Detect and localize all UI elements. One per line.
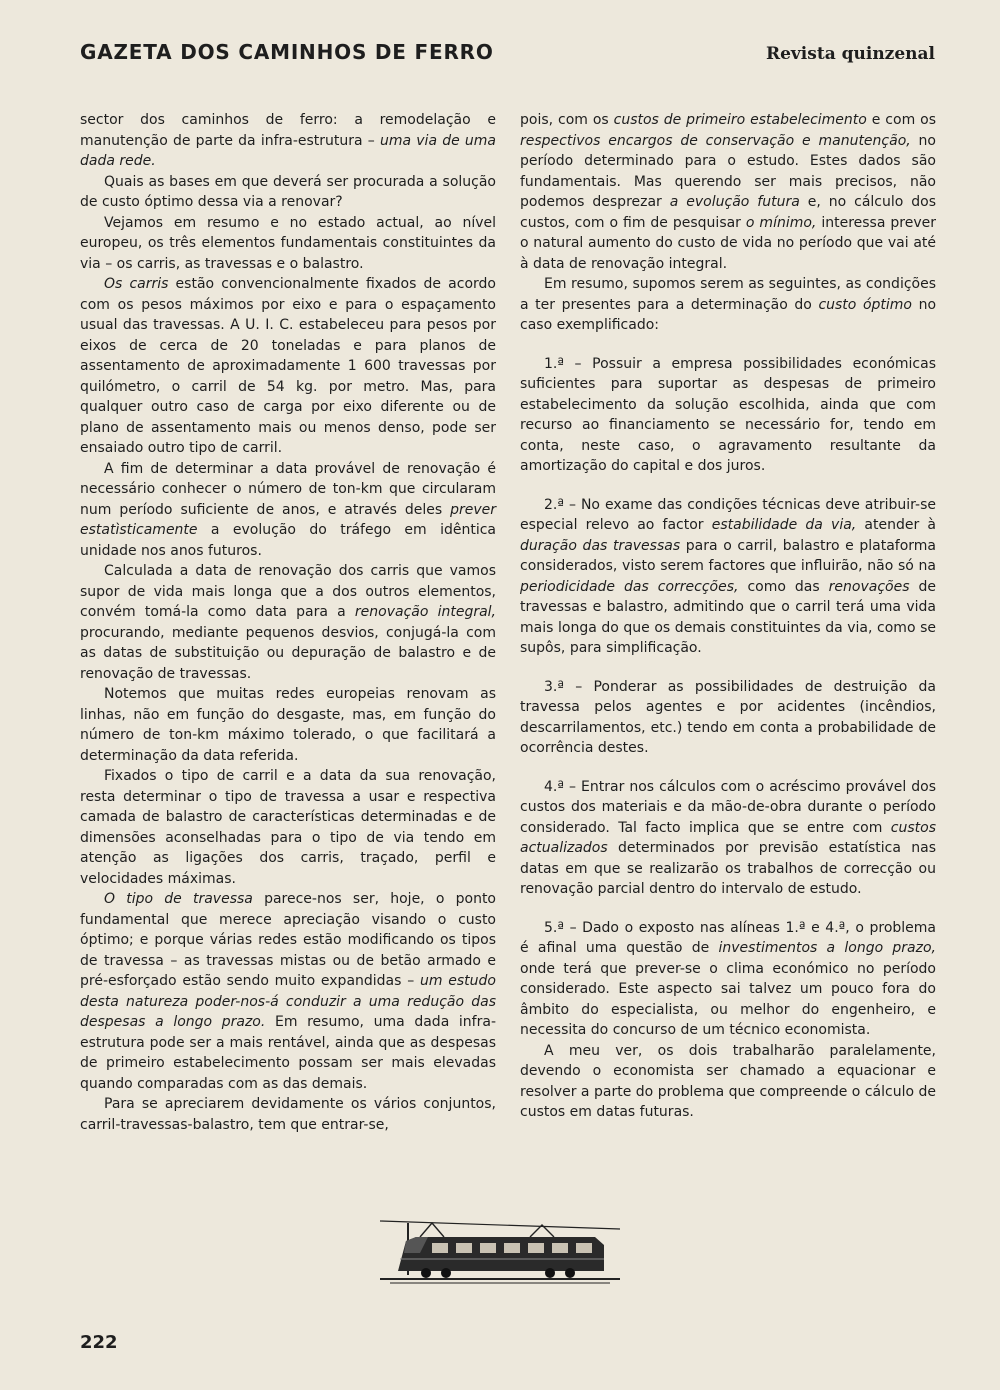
journal-subtitle: Revista quinzenal (765, 44, 935, 64)
text-run: para o carril, balastro e plataforma considerados, visto serem factores que influirão, não só na (520, 537, 937, 574)
italic-run: prever estatìsticamente (80, 501, 496, 538)
paragraph (520, 354, 936, 477)
italic-run: custo óptimo (818, 296, 912, 313)
text-run: Calculada a data de renovação dos carris que vamos supor de vida mais longa que a dos outros elementos, convém tomá-la como data para a (80, 563, 496, 620)
text-run: como das (738, 578, 829, 595)
text-run: 4.ª – Entrar nos cálculos com o acréscimo provável dos custos dos materiais e da mão-de-obra durante o período considerado. Tal facto implica que se entre com (520, 778, 936, 836)
text-run: de travessas e balastro, admitindo que o carril terá uma vida mais longa do que os demais constituintes da via, como se supôs, para simplificação. (520, 578, 937, 656)
text-run: onde terá que prever-se o clima económico no período considerado. Este aspecto sai talvez um pouco fora do âmbito do especialista, ou melhor do engenheiro, e necessita do concurso de um técnico economista. (520, 960, 936, 1038)
paragraph (520, 777, 936, 900)
text-run: Em resumo, uma dada infra-estrutura pode ser a mais rentável, ainda que as despesas de primeiro estabelecimento possam ser mais elevadas quando comparadas com as das demais. (80, 1014, 496, 1092)
paragraph (520, 677, 936, 759)
text-run: e com os (866, 112, 936, 128)
page-header (80, 40, 935, 70)
paragraph (80, 889, 496, 1094)
right-column (520, 110, 936, 1123)
italic-run: investimentos a longo prazo, (718, 940, 936, 956)
paragraph (520, 495, 936, 659)
paragraph (520, 918, 936, 1041)
text-run: Para se apreciarem devidamente os vários conjuntos, carril-travessas-balastro, tem que entrar-se, (80, 1096, 496, 1133)
text-run: Quais as bases em que deverá ser procurada a solução de custo óptimo dessa via a renovar? (80, 173, 496, 210)
text-run: sector dos caminhos de ferro: a remodelação e manutenção de parte da infra-estrutura – (80, 112, 496, 149)
text-run: Notemos que muitas redes europeias renovam as linhas, não em função do desgaste, mas, em função do número de ton-km máximo tolerado, o que facilitará a determinação da data referida. (80, 686, 496, 764)
paragraph (80, 766, 496, 889)
text-run: no período determinado para o estudo. Estes dados são fundamentais. Mas querendo ser mais precisos, não podemos desprezar (520, 132, 937, 210)
italic-run: duração das travessas (520, 537, 681, 554)
paragraph (520, 110, 936, 274)
paragraph (520, 1041, 936, 1123)
text-run: A meu ver, os dois trabalharão paralelamente, devendo o economista ser chamado a equacionar e resolver a parte do problema que compreende o cálculo de custos em datas futuras. (520, 1042, 936, 1120)
text-run: 5.ª – Dado o exposto nas alíneas 1.ª e 4.ª, o problema é afinal uma questão de (520, 919, 936, 956)
italic-run: respectivos encargos de conservação e manutenção, (520, 132, 911, 149)
italic-run: a evolução futura (669, 194, 800, 210)
italic-run: custos de primeiro estabelecimento (613, 112, 867, 128)
text-run: e, no cálculo dos custos, com o fim de pesquisar (520, 194, 936, 231)
text-run: A fim de determinar a data provável de renovação é necessário conhecer o número de ton-km que circularam num período suficiente de anos, e através deles (80, 460, 496, 518)
paragraph (80, 459, 496, 562)
italic-run: Os carris (104, 276, 169, 292)
left-column (80, 110, 496, 1135)
text-run: Em resumo, supomos serem as seguintes, as condições a ter presentes para a determinação do (520, 276, 936, 313)
text-run: 1.ª – Possuir a empresa possibilidades económicas suficientes para suportar as despesas de primeiro estabelecimento da solução escolhida, ainda que com recurso ao financiamento se necessário for, tendo em conta, neste caso, o agravamento resultante da amortização do capital e dos juros. (520, 355, 936, 474)
italic-run: uma via de uma dada rede. (80, 132, 496, 169)
italic-run: O tipo de travessa (104, 891, 253, 907)
text-run: 2.ª – No exame das condições técnicas deve atribuir-se especial relevo ao factor (520, 496, 936, 533)
italic-run: estabilidade da via, (711, 517, 857, 533)
italic-run: custos actualizados (520, 819, 936, 856)
text-run: no caso exemplificado: (520, 296, 937, 333)
italic-run: o mínimo, (745, 214, 817, 231)
paragraph (80, 172, 496, 213)
paragraph (80, 213, 496, 275)
journal-title: GAZETA DOS CAMINHOS DE FERRO (80, 40, 494, 64)
page-number: 222 (80, 1332, 118, 1353)
text-run: pois, com os (520, 112, 614, 128)
paragraph (520, 274, 936, 336)
text-run: Vejamos em resumo e no estado actual, ao nível europeu, os três elementos fundamentais constituintes da via – os carris, as travessas e o balastro. (80, 214, 496, 272)
italic-run: um estudo desta natureza poder-nos-á conduzir a uma redução das despesas a longo prazo. (80, 973, 496, 1030)
text-run: determinados por previsão estatística nas datas em que se realizarão os trabalhos de correcção ou renovação parcial dentro do intervalo de estudo. (520, 840, 936, 897)
paragraph (80, 684, 496, 766)
text-run: Fixados o tipo de carril e a data da sua renovação, resta determinar o tipo de travessa a usar e respectiva camada de balastro de características determinadas e de dimensões aconselhadas para o tipo de via tendo em atenção as ligações dos carris, traçado, perfil e velocidades máximas. (80, 768, 496, 887)
text-run: procurando, mediante pequenos desvios, conjugá-la com as datas de substituição ou depuração de balastro e de renovação de travessas. (80, 624, 496, 682)
text-run: parece-nos ser, hoje, o ponto fundamental que merece apreciação visando o custo óptimo; e porque várias redes estão modificando os tipos de travessa – as travessas mistas ou de betão armado e pré-esforçado estão sendo muito expandidas – (80, 891, 496, 989)
text-run: atender à (856, 517, 936, 533)
paragraph (80, 110, 496, 172)
italic-run: renovações (828, 578, 910, 595)
italic-run: periodicidade das correcções, (520, 578, 739, 595)
text-run: interessa prever o natural aumento do custo de vida no período que vai até à data de renovação integral. (520, 214, 936, 272)
text-run: 3.ª – Ponderar as possibilidades de destruição da travessa pelos agentes e por acidentes (incêndios, descarrilamentos, etc.) tendo em conta a probabilidade de ocorrência destes. (520, 678, 936, 756)
text-run: a evolução do tráfego em idêntica unidade nos anos futuros. (80, 522, 496, 559)
text-run: estão convencionalmente fixados de acordo com os pesos máximos por eixo e para o espaçamento usual das travessas. A U. I. C. estabeleceu para pesos por eixos de cerca de 20 toneladas e para planos de assentamento de aproximadamente 1 600 travessas por quilómetro, o carril de 54 kg. por metro. Mas, para qualquer outro caso de carga por eixo diferente ou de plano de assentamento mais ou menos denso, pode ser ensaiado outro tipo de carril. (80, 276, 496, 456)
paragraph (80, 274, 496, 459)
paragraph (80, 1094, 496, 1135)
locomotive-icon (380, 1215, 620, 1285)
italic-run: renovação integral, (354, 604, 497, 620)
paragraph (80, 561, 496, 684)
